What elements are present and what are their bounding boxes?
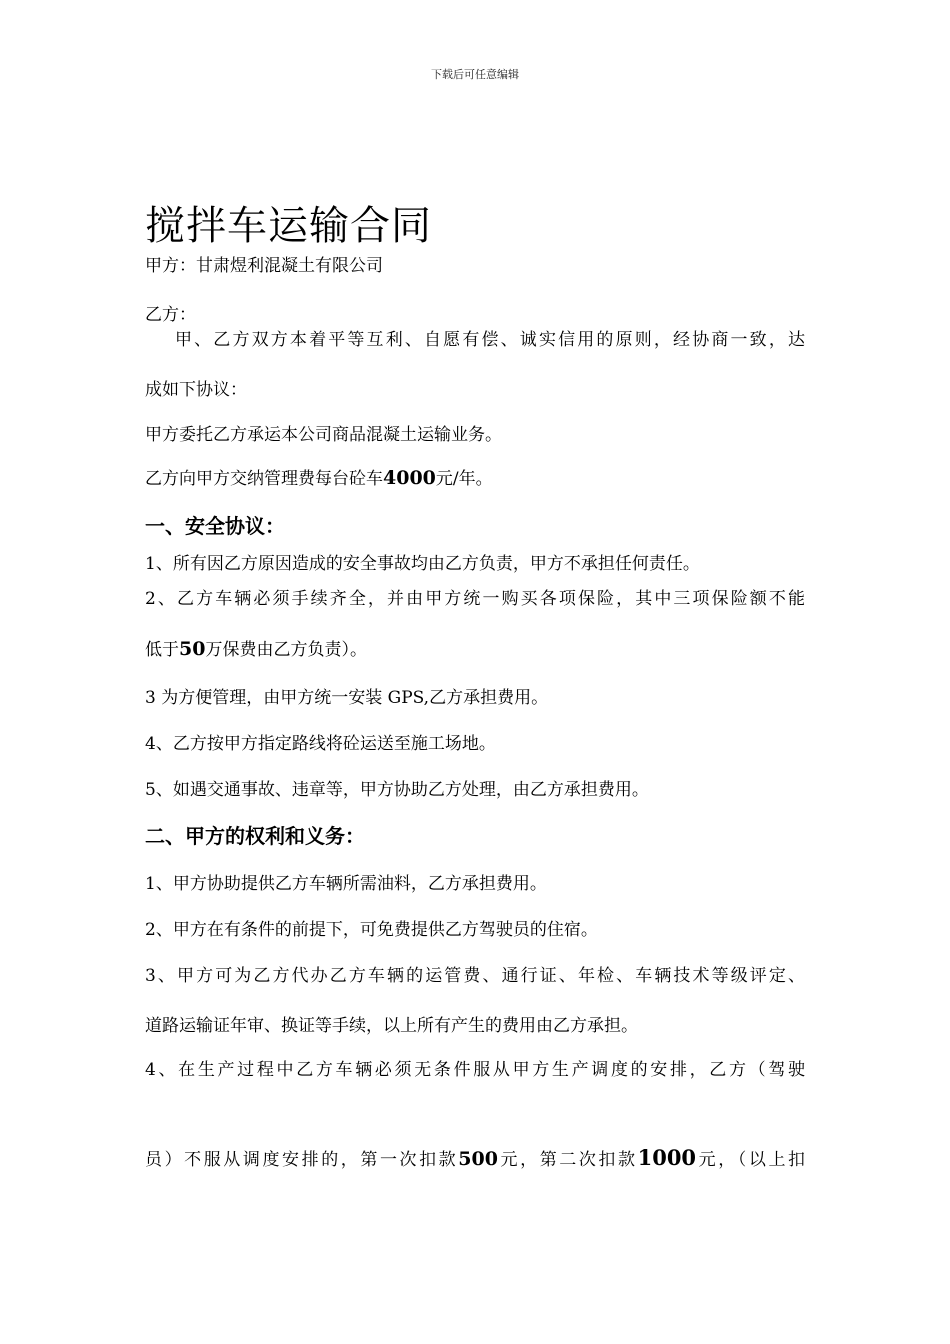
second-deduction-amount: 1000 <box>637 1145 697 1170</box>
intro-paragraph-line-1: 甲、乙方双方本着平等互利、自愿有偿、诚实信用的原则，经协商一致，达 <box>175 330 805 350</box>
deduction-text-3: 元，（以上扣 <box>696 1150 806 1170</box>
section-1-item-5: 5、如遇交通事故、违章等，甲方协助乙方处理，由乙方承担费用。 <box>145 780 649 800</box>
section-1-item-2-line-2 <box>145 637 367 662</box>
section-2-item-4-line-2 <box>145 1146 805 1172</box>
section-2-item-1: 1、甲方协助提供乙方车辆所需油料，乙方承担费用。 <box>145 874 547 894</box>
insurance-text-pre: 低于 <box>145 640 179 660</box>
fee-text-pre: 乙方向甲方交纳管理费每台砼车 <box>145 469 383 489</box>
insurance-amount: 50 <box>179 638 206 660</box>
section-2-item-2: 2、甲方在有条件的前提下，可免费提供乙方驾驶员的住宿。 <box>145 920 598 940</box>
party-a-line: 甲方：甘肃煜利混凝土有限公司 <box>145 256 383 276</box>
section-1-item-1: 1、所有因乙方原因造成的安全事故均由乙方负责，甲方不承担任何责任。 <box>145 554 700 574</box>
section-2-item-4-line-1: 4、在生产过程中乙方车辆必须无条件服从甲方生产调度的安排，乙方（驾驶 <box>145 1060 805 1080</box>
page-header: 下载后可任意编辑 <box>431 68 519 81</box>
section-1-item-3: 3 为方便管理，由甲方统一安装 GPS,乙方承担费用。 <box>145 688 549 708</box>
fee-text-post: 元/年。 <box>435 469 493 489</box>
section-1-item-4: 4、乙方按甲方指定路线将砼运送至施工场地。 <box>145 734 496 754</box>
section-2-heading: 二、甲方的权利和义务： <box>145 824 365 848</box>
section-1-heading: 一、安全协议： <box>145 514 285 538</box>
insurance-text-post: 万保费由乙方负责）。 <box>205 640 367 660</box>
fee-amount: 4000 <box>383 467 436 489</box>
section-2-item-3-line-2: 道路运输证年审、换证等手续，以上所有产生的费用由乙方承担。 <box>145 1016 638 1036</box>
party-b-line: 乙方： <box>145 305 196 325</box>
section-2-item-3-line-1: 3、甲方可为乙方代办乙方车辆的运管费、通行证、年检、车辆技术等级评定、 <box>145 966 805 986</box>
document-title: 搅拌车运输合同 <box>145 203 432 249</box>
section-1-item-2-line-1: 2、乙方车辆必须手续齐全，并由甲方统一购买各项保险，其中三项保险额不能 <box>145 589 805 609</box>
intro-paragraph-line-2: 成如下协议： <box>145 380 247 400</box>
deduction-text-2: 元，第二次扣款 <box>497 1150 638 1170</box>
first-deduction-amount: 500 <box>458 1148 498 1170</box>
management-fee-clause <box>145 466 493 491</box>
entrust-clause: 甲方委托乙方承运本公司商品混凝土运输业务。 <box>145 425 502 445</box>
deduction-text-1: 员）不服从调度安排的，第一次扣款 <box>145 1150 459 1170</box>
